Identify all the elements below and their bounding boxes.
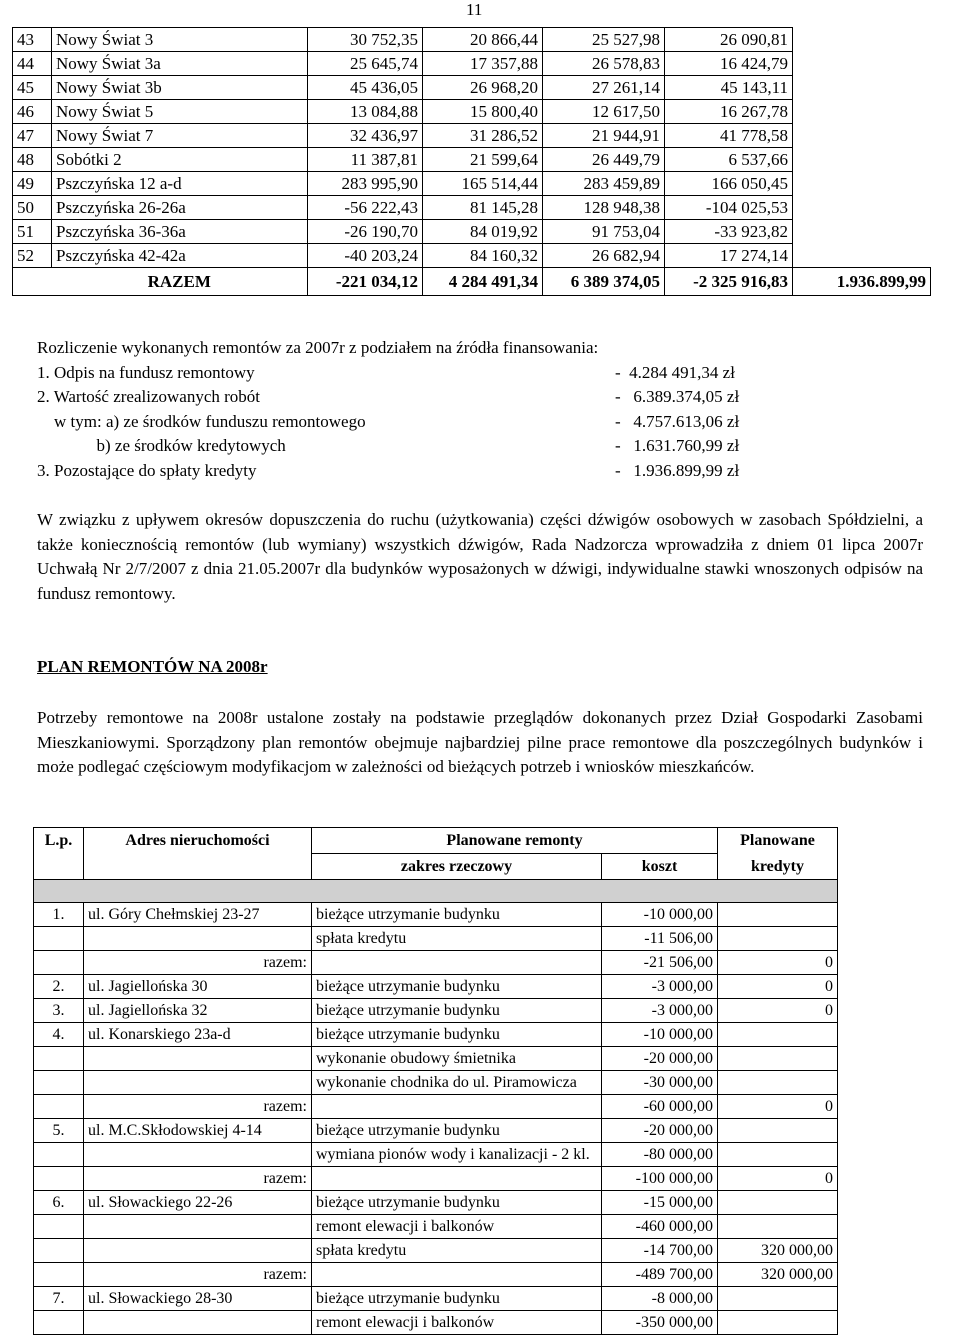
table-row: razem: -489 700,00 320 000,00 xyxy=(34,1263,838,1287)
table-header-row-1 xyxy=(34,828,838,854)
total-row: RAZEM -221 034,12 4 284 491,34 6 389 374,05 -2 325 916,83 1.936.899,99 xyxy=(13,268,931,296)
table-row: razem: -21 506,00 0 xyxy=(34,951,838,975)
col-scope-header: zakres rzeczowy xyxy=(312,854,602,880)
table-row: 6. ul. Słowackiego 22-26 bieżące utrzymanie budynku -15 000,00 xyxy=(34,1191,838,1215)
summary-value: - 6.389.374,05 zł xyxy=(615,387,740,406)
table-row: 44 Nowy Świat 3a 25 645,74 17 357,88 26 578,83 16 424,79 xyxy=(13,52,931,76)
settlement-summary xyxy=(37,336,797,483)
table-row: 4. ul. Konarskiego 23a-d bieżące utrzymanie budynku -10 000,00 xyxy=(34,1023,838,1047)
summary-label: 3. Pozostające do spłaty kredyty xyxy=(37,460,257,480)
table-row: 50 Pszczyńska 26-26a -56 222,43 81 145,28 128 948,38 -104 025,53 xyxy=(13,196,931,220)
table-row: 52 Pszczyńska 42-42a -40 203,24 84 160,32 26 682,94 17 274,14 xyxy=(13,244,931,268)
summary-label: w tym: a) ze środków funduszu remontowego xyxy=(37,411,366,431)
table-row: 1. ul. Góry Chełmskiej 23-27 bieżące utrzymanie budynku -10 000,00 xyxy=(34,903,838,927)
summary-item xyxy=(37,459,797,484)
summary-item xyxy=(37,434,797,459)
table-row: 47 Nowy Świat 7 32 436,97 31 286,52 21 944,91 41 778,58 xyxy=(13,124,931,148)
table-row: spłata kredytu -11 506,00 xyxy=(34,927,838,951)
table-row: 48 Sobótki 2 11 387,81 21 599,64 26 449,79 6 537,66 xyxy=(13,148,931,172)
table-row: 5. ul. M.C.Skłodowskiej 4-14 bieżące utrzymanie budynku -20 000,00 xyxy=(34,1119,838,1143)
table-row: 7. ul. Słowackiego 28-30 bieżące utrzymanie budynku -8 000,00 xyxy=(34,1287,838,1311)
table-row: wykonanie obudowy śmietnika -20 000,00 xyxy=(34,1047,838,1071)
buildings-settlement-table xyxy=(12,27,931,296)
table-row: 46 Nowy Świat 5 13 084,88 15 800,40 12 617,50 16 267,78 xyxy=(13,100,931,124)
summary-label: b) ze środków kredytowych xyxy=(37,436,286,455)
table-row: 2. ul. Jagiellońska 30 bieżące utrzymanie budynku -3 000,00 0 xyxy=(34,975,838,999)
col-credits-header: Planowane xyxy=(718,828,838,854)
table-row: 45 Nowy Świat 3b 45 436,05 26 968,20 27 261,14 45 143,11 xyxy=(13,76,931,100)
table-row: remont elewacji i balkonów -350 000,00 xyxy=(34,1311,838,1335)
col-credits-header-2: kredyty xyxy=(718,854,838,880)
summary-item xyxy=(37,410,797,435)
table-row: wykonanie chodnika do ul. Piramowicza -30 000,00 xyxy=(34,1071,838,1095)
summary-item xyxy=(37,385,797,410)
lift-fund-paragraph: W związku z upływem okresów dopuszczenia do ruchu (użytkowania) części dźwigów osobowych w zasobach Spółdzielni, a także koniecznością remontów (lub wymiany) wszystkich dźwigów, Rada Nadzorcza wprowadziła z dniem 01 lipca 2007r Uchwałą Nr 2/7/2007 z dnia 21.05.2007r dla budynków wyposażonych w dźwigi, indywidualne stawki wnoszonych odpisów na fundusz remontowy. xyxy=(37,510,923,603)
table-row: 43 Nowy Świat 3 30 752,35 20 866,44 25 527,98 26 090,81 xyxy=(13,28,931,52)
table-row: spłata kredytu -14 700,00 320 000,00 xyxy=(34,1239,838,1263)
col-planned-header: Planowane remonty xyxy=(312,828,718,854)
summary-value: - 1.631.760,99 zł xyxy=(615,436,740,455)
table-header-row-2 xyxy=(34,854,838,880)
table-row: remont elewacji i balkonów -460 000,00 xyxy=(34,1215,838,1239)
table-row: wymiana pionów wody i kanalizacji - 2 kl. -80 000,00 xyxy=(34,1143,838,1167)
table-row: razem: -100 000,00 0 xyxy=(34,1167,838,1191)
summary-title: Rozliczenie wykonanych remontów za 2007r z podziałem na źródła finansowania: xyxy=(37,338,599,357)
summary-value: - 4.757.613,06 zł xyxy=(615,411,740,431)
summary-item xyxy=(37,361,797,386)
plan-heading: PLAN REMONTÓW NA 2008r xyxy=(37,657,268,676)
table-row: 3. ul. Jagiellońska 32 bieżące utrzymanie budynku -3 000,00 0 xyxy=(34,999,838,1023)
table-row: razem: -60 000,00 0 xyxy=(34,1095,838,1119)
summary-label: 2. Wartość zrealizowanych robót xyxy=(37,387,261,406)
col-address-header: Adres nieruchomości xyxy=(84,828,312,854)
summary-value: - 1.936.899,99 zł xyxy=(615,460,740,480)
col-cost-header: koszt xyxy=(602,854,718,880)
renovation-plan-table xyxy=(33,827,838,1335)
separator-row xyxy=(34,880,838,903)
page-number: 11 xyxy=(466,0,483,19)
summary-label: 1. Odpis na fundusz remontowy xyxy=(37,362,255,382)
plan-paragraph: Potrzeby remontowe na 2008r ustalone zostały na podstawie przeglądów dokonanych przez Dział Gospodarki Zasobami Mieszkaniowymi. Sporządzony plan remontów obejmuje najbardziej pilne prace remontowe dla poszczególnych budynków i może podlegać częściowym modyfikacjom w zależności od bieżących potrzeb i wniosków mieszkańców. xyxy=(37,708,923,776)
summary-value: - 4.284 491,34 zł xyxy=(615,362,735,382)
table-row: 49 Pszczyńska 12 a-d 283 995,90 165 514,44 283 459,89 166 050,45 xyxy=(13,172,931,196)
col-lp-header: L.p. xyxy=(34,828,84,854)
table-row: 51 Pszczyńska 36-36a -26 190,70 84 019,92 91 753,04 -33 923,82 xyxy=(13,220,931,244)
